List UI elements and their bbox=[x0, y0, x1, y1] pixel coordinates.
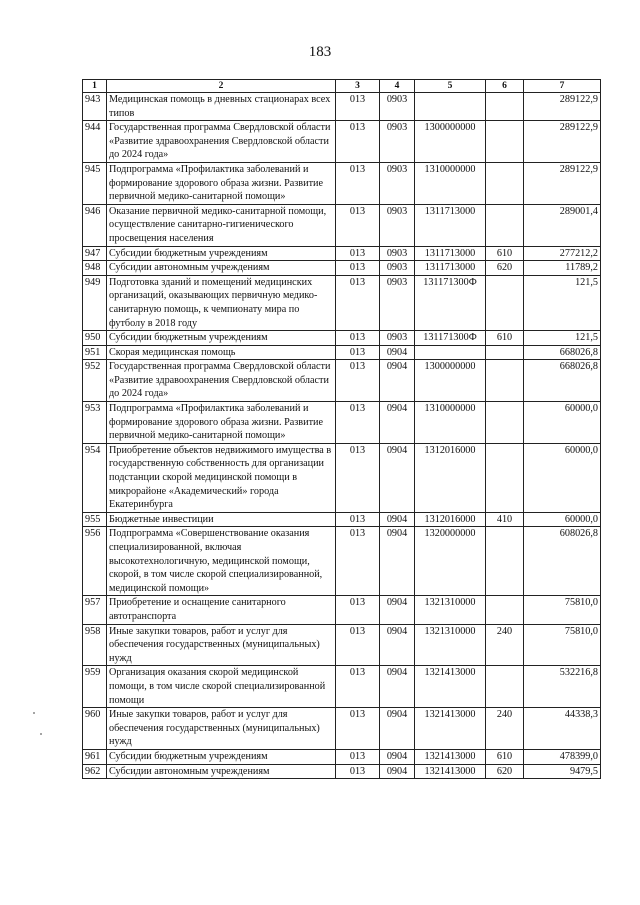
table-row bbox=[83, 121, 601, 163]
row-section-code: 0903 bbox=[380, 121, 415, 163]
row-target-code: 1300000000 bbox=[415, 121, 486, 163]
row-target-code: 1321413000 bbox=[415, 764, 486, 779]
table-row bbox=[83, 261, 601, 276]
table-row bbox=[83, 162, 601, 204]
row-number: 956 bbox=[83, 527, 107, 596]
row-section-code: 0903 bbox=[380, 331, 415, 346]
row-target-code: 1321413000 bbox=[415, 666, 486, 708]
table-row bbox=[83, 596, 601, 624]
budget-table bbox=[82, 79, 601, 779]
row-ved-code: 013 bbox=[336, 764, 380, 779]
row-ved-code: 013 bbox=[336, 443, 380, 512]
table-row bbox=[83, 204, 601, 246]
row-name: Иные закупки товаров, работ и услуг для обеспечения государственных (муниципальных) нужд bbox=[107, 708, 336, 750]
row-section-code: 0904 bbox=[380, 402, 415, 444]
row-section-code: 0904 bbox=[380, 443, 415, 512]
row-section-code: 0904 bbox=[380, 764, 415, 779]
row-ved-code: 013 bbox=[336, 749, 380, 764]
scan-speck bbox=[33, 712, 35, 714]
row-expense-type-code bbox=[486, 527, 524, 596]
row-name: Субсидии автономным учреждениям bbox=[107, 261, 336, 276]
header-col-2: 2 bbox=[107, 80, 336, 93]
row-number: 948 bbox=[83, 261, 107, 276]
table-row bbox=[83, 666, 601, 708]
row-amount: 11789,2 bbox=[524, 261, 601, 276]
row-target-code: 1311713000 bbox=[415, 261, 486, 276]
row-name: Бюджетные инвестиции bbox=[107, 512, 336, 527]
table-row bbox=[83, 345, 601, 360]
header-col-1: 1 bbox=[83, 80, 107, 93]
table-row bbox=[83, 708, 601, 750]
row-ved-code: 013 bbox=[336, 162, 380, 204]
row-ved-code: 013 bbox=[336, 246, 380, 261]
row-amount: 277212,2 bbox=[524, 246, 601, 261]
header-col-3: 3 bbox=[336, 80, 380, 93]
row-expense-type-code: 610 bbox=[486, 246, 524, 261]
row-number: 944 bbox=[83, 121, 107, 163]
row-target-code: 1310000000 bbox=[415, 402, 486, 444]
row-target-code: 1312016000 bbox=[415, 512, 486, 527]
row-name: Государственная программа Свердловской области «Развитие здравоохранения Свердловской области до 2024 года» bbox=[107, 360, 336, 402]
scan-speck bbox=[40, 733, 42, 735]
row-ved-code: 013 bbox=[336, 261, 380, 276]
row-amount: 60000,0 bbox=[524, 443, 601, 512]
row-target-code: 1312016000 bbox=[415, 443, 486, 512]
row-name: Организация оказания скорой медицинской помощи, в том числе скорой специализированной помощи bbox=[107, 666, 336, 708]
row-section-code: 0903 bbox=[380, 93, 415, 121]
row-name: Медицинская помощь в дневных стационарах всех типов bbox=[107, 93, 336, 121]
row-number: 950 bbox=[83, 331, 107, 346]
row-number: 943 bbox=[83, 93, 107, 121]
row-expense-type-code: 240 bbox=[486, 624, 524, 666]
row-ved-code: 013 bbox=[336, 624, 380, 666]
row-name: Приобретение объектов недвижимого имущества в государственную собственность для организации подстанции скорой медицинской помощи в микрорайоне «Академический» города Екатеринбурга bbox=[107, 443, 336, 512]
row-section-code: 0904 bbox=[380, 360, 415, 402]
row-number: 946 bbox=[83, 204, 107, 246]
row-amount: 289122,9 bbox=[524, 93, 601, 121]
row-expense-type-code: 610 bbox=[486, 749, 524, 764]
row-expense-type-code bbox=[486, 162, 524, 204]
row-target-code: 1321310000 bbox=[415, 624, 486, 666]
row-section-code: 0904 bbox=[380, 624, 415, 666]
row-number: 960 bbox=[83, 708, 107, 750]
row-amount: 532216,8 bbox=[524, 666, 601, 708]
row-target-code: 1300000000 bbox=[415, 360, 486, 402]
table-row bbox=[83, 624, 601, 666]
row-amount: 75810,0 bbox=[524, 596, 601, 624]
row-ved-code: 013 bbox=[336, 360, 380, 402]
row-expense-type-code bbox=[486, 666, 524, 708]
header-col-5: 5 bbox=[415, 80, 486, 93]
row-number: 947 bbox=[83, 246, 107, 261]
header-row bbox=[83, 80, 601, 93]
row-name: Подпрограмма «Профилактика заболеваний и формирование здорового образа жизни. Развитие первичной медико-санитарной помощи» bbox=[107, 162, 336, 204]
row-amount: 668026,8 bbox=[524, 360, 601, 402]
row-section-code: 0904 bbox=[380, 666, 415, 708]
row-expense-type-code: 410 bbox=[486, 512, 524, 527]
row-amount: 9479,5 bbox=[524, 764, 601, 779]
row-target-code: 1321310000 bbox=[415, 596, 486, 624]
row-name: Приобретение и оснащение санитарного автотранспорта bbox=[107, 596, 336, 624]
row-amount: 668026,8 bbox=[524, 345, 601, 360]
row-ved-code: 013 bbox=[336, 93, 380, 121]
row-amount: 75810,0 bbox=[524, 624, 601, 666]
row-number: 951 bbox=[83, 345, 107, 360]
row-name: Оказание первичной медико-санитарной помощи, осуществление санитарно-гигиенического просвещения населения bbox=[107, 204, 336, 246]
row-expense-type-code: 610 bbox=[486, 331, 524, 346]
table-body bbox=[83, 93, 601, 779]
row-expense-type-code bbox=[486, 275, 524, 330]
table-row bbox=[83, 402, 601, 444]
row-number: 958 bbox=[83, 624, 107, 666]
row-expense-type-code bbox=[486, 121, 524, 163]
row-ved-code: 013 bbox=[336, 527, 380, 596]
row-amount: 44338,3 bbox=[524, 708, 601, 750]
row-target-code bbox=[415, 93, 486, 121]
row-ved-code: 013 bbox=[336, 275, 380, 330]
row-ved-code: 013 bbox=[336, 204, 380, 246]
row-section-code: 0904 bbox=[380, 527, 415, 596]
row-target-code: 131171300Ф bbox=[415, 331, 486, 346]
row-expense-type-code bbox=[486, 596, 524, 624]
row-ved-code: 013 bbox=[336, 331, 380, 346]
row-number: 957 bbox=[83, 596, 107, 624]
row-ved-code: 013 bbox=[336, 402, 380, 444]
row-number: 954 bbox=[83, 443, 107, 512]
row-section-code: 0904 bbox=[380, 749, 415, 764]
table-row bbox=[83, 93, 601, 121]
row-amount: 289122,9 bbox=[524, 162, 601, 204]
table-row bbox=[83, 443, 601, 512]
row-number: 961 bbox=[83, 749, 107, 764]
row-expense-type-code bbox=[486, 345, 524, 360]
row-target-code: 1321413000 bbox=[415, 708, 486, 750]
row-section-code: 0903 bbox=[380, 204, 415, 246]
row-name: Подпрограмма «Совершенствование оказания специализированной, включая высокотехнологичную, медицинской помощи, скорой, в том числе скорой специализированной, медицинской помощи» bbox=[107, 527, 336, 596]
row-name: Субсидии автономным учреждениям bbox=[107, 764, 336, 779]
row-name: Государственная программа Свердловской области «Развитие здравоохранения Свердловской области до 2024 года» bbox=[107, 121, 336, 163]
row-target-code: 1311713000 bbox=[415, 204, 486, 246]
row-target-code: 1310000000 bbox=[415, 162, 486, 204]
row-amount: 121,5 bbox=[524, 331, 601, 346]
row-amount: 608026,8 bbox=[524, 527, 601, 596]
header-col-4: 4 bbox=[380, 80, 415, 93]
row-number: 955 bbox=[83, 512, 107, 527]
row-expense-type-code: 240 bbox=[486, 708, 524, 750]
table-row bbox=[83, 360, 601, 402]
row-ved-code: 013 bbox=[336, 512, 380, 527]
row-ved-code: 013 bbox=[336, 708, 380, 750]
row-number: 952 bbox=[83, 360, 107, 402]
row-expense-type-code bbox=[486, 360, 524, 402]
row-name: Субсидии бюджетным учреждениям bbox=[107, 331, 336, 346]
table-row bbox=[83, 275, 601, 330]
row-ved-code: 013 bbox=[336, 666, 380, 708]
table-header bbox=[83, 80, 601, 93]
row-target-code: 131171300Ф bbox=[415, 275, 486, 330]
table-row bbox=[83, 749, 601, 764]
row-section-code: 0904 bbox=[380, 708, 415, 750]
row-name: Субсидии бюджетным учреждениям bbox=[107, 749, 336, 764]
row-target-code bbox=[415, 345, 486, 360]
row-expense-type-code bbox=[486, 204, 524, 246]
table-row bbox=[83, 527, 601, 596]
row-name: Подпрограмма «Профилактика заболеваний и формирование здорового образа жизни. Развитие первичной медико-санитарной помощи» bbox=[107, 402, 336, 444]
row-amount: 289001,4 bbox=[524, 204, 601, 246]
row-amount: 60000,0 bbox=[524, 402, 601, 444]
row-target-code: 1321413000 bbox=[415, 749, 486, 764]
row-amount: 60000,0 bbox=[524, 512, 601, 527]
row-number: 953 bbox=[83, 402, 107, 444]
row-section-code: 0904 bbox=[380, 345, 415, 360]
row-ved-code: 013 bbox=[336, 345, 380, 360]
row-expense-type-code bbox=[486, 93, 524, 121]
header-col-6: 6 bbox=[486, 80, 524, 93]
row-number: 962 bbox=[83, 764, 107, 779]
row-expense-type-code: 620 bbox=[486, 261, 524, 276]
row-number: 949 bbox=[83, 275, 107, 330]
row-number: 959 bbox=[83, 666, 107, 708]
row-ved-code: 013 bbox=[336, 596, 380, 624]
row-section-code: 0904 bbox=[380, 596, 415, 624]
row-amount: 478399,0 bbox=[524, 749, 601, 764]
row-ved-code: 013 bbox=[336, 121, 380, 163]
table-row bbox=[83, 764, 601, 779]
table-row bbox=[83, 512, 601, 527]
row-name: Иные закупки товаров, работ и услуг для обеспечения государственных (муниципальных) нужд bbox=[107, 624, 336, 666]
row-expense-type-code bbox=[486, 402, 524, 444]
row-name: Подготовка зданий и помещений медицинских организаций, оказывающих первичную медико-санитарную помощь, к чемпионату мира по футболу в 2018 году bbox=[107, 275, 336, 330]
table-row bbox=[83, 331, 601, 346]
row-number: 945 bbox=[83, 162, 107, 204]
row-expense-type-code: 620 bbox=[486, 764, 524, 779]
header-col-7: 7 bbox=[524, 80, 601, 93]
row-section-code: 0903 bbox=[380, 162, 415, 204]
row-target-code: 1320000000 bbox=[415, 527, 486, 596]
row-section-code: 0903 bbox=[380, 246, 415, 261]
row-amount: 289122,9 bbox=[524, 121, 601, 163]
page-number: 183 bbox=[308, 44, 332, 60]
row-target-code: 1311713000 bbox=[415, 246, 486, 261]
row-section-code: 0903 bbox=[380, 275, 415, 330]
row-section-code: 0903 bbox=[380, 261, 415, 276]
row-expense-type-code bbox=[486, 443, 524, 512]
row-name: Субсидии бюджетным учреждениям bbox=[107, 246, 336, 261]
row-name: Скорая медицинская помощь bbox=[107, 345, 336, 360]
table-row bbox=[83, 246, 601, 261]
row-section-code: 0904 bbox=[380, 512, 415, 527]
row-amount: 121,5 bbox=[524, 275, 601, 330]
